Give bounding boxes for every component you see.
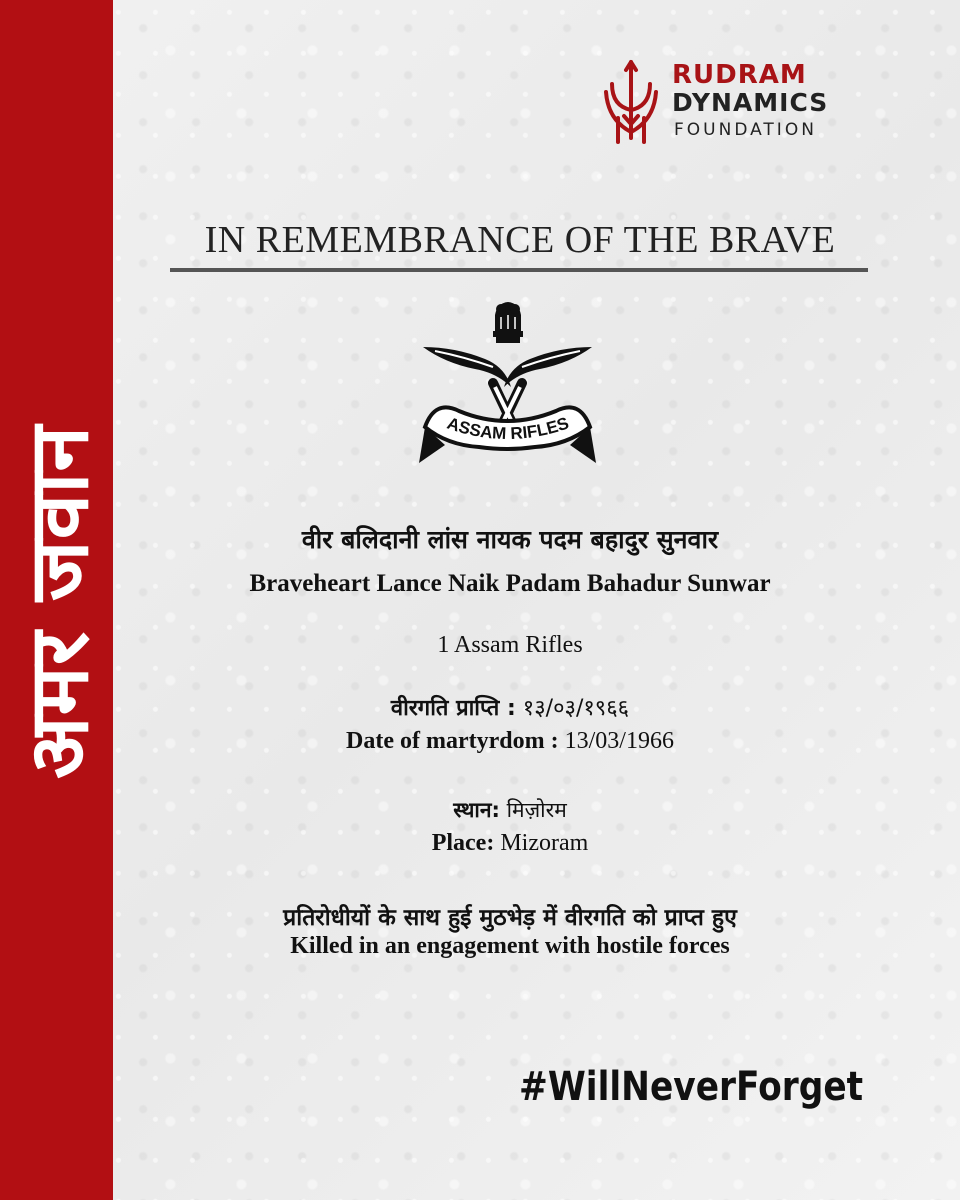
place-hindi <box>113 796 907 824</box>
title-divider <box>170 268 868 272</box>
logo-text-foundation: FOUNDATION <box>674 120 817 140</box>
place-english <box>113 830 907 857</box>
martyrdom-date-english <box>113 728 907 755</box>
martyrdom-date-hindi <box>113 692 907 722</box>
hashtag: #WillNeverForget <box>518 1064 863 1110</box>
martyrdom-value-english: 13/03/1966 <box>558 728 674 754</box>
name-hindi: वीर बलिदानी लांस नायक पदम बहादुर सुनवार <box>301 525 719 554</box>
logo-text-dynamics: DYNAMICS <box>672 88 829 117</box>
page-title: IN REMEMBRANCE OF THE BRAVE <box>204 219 836 261</box>
description-english: Killed in an engagement with hostile forces <box>290 933 730 959</box>
martyrdom-label-english: Date of martyrdom : <box>346 728 559 754</box>
crest-banner-text: ASSAM RIFLES <box>444 413 572 444</box>
martyrdom-label-hindi: वीरगति प्राप्ति : <box>390 696 516 721</box>
trident-icon <box>600 58 662 146</box>
name-english: Braveheart Lance Naik Padam Bahadur Sunwar <box>249 570 771 597</box>
logo-text-rudram: RUDRAM <box>672 60 807 90</box>
sidebar-band <box>0 0 113 1200</box>
unit-name: 1 Assam Rifles <box>437 632 583 658</box>
place-label-english: Place: <box>431 830 495 856</box>
assam-rifles-crest-icon <box>415 295 600 470</box>
foundation-logo <box>600 58 860 148</box>
place-label-hindi: स्थान: <box>453 798 500 822</box>
place-value-english: Mizoram <box>494 830 589 856</box>
description-hindi: प्रतिरोधीयों के साथ हुई मुठभेड़ में वीरगति को प्राप्त हुए <box>283 905 737 931</box>
sidebar-title: अमर जवान <box>12 425 107 779</box>
place-value-hindi: मिज़ोरम <box>499 798 567 822</box>
martyrdom-value-hindi: १३/०३/१९६६ <box>515 696 630 721</box>
